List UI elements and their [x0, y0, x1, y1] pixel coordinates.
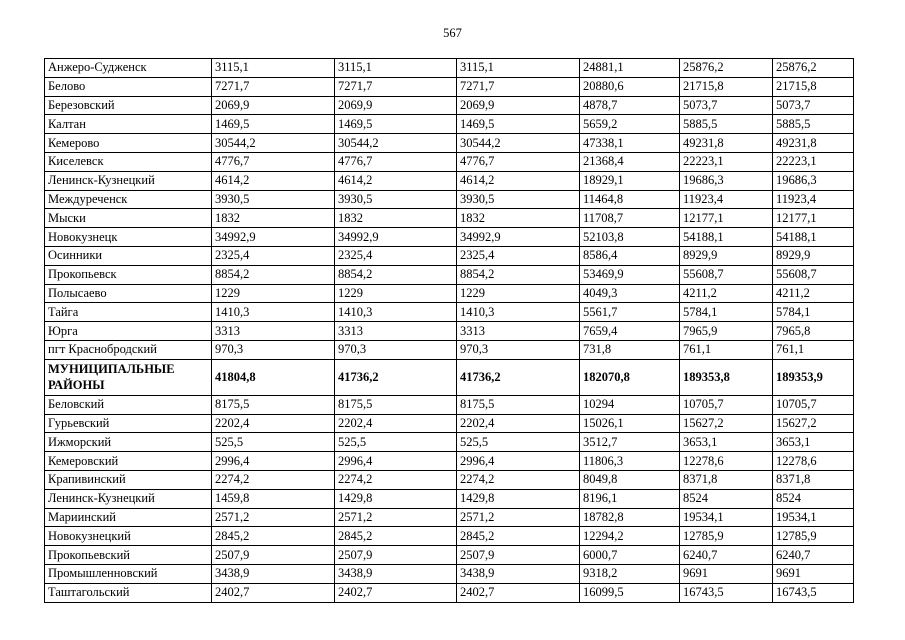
row-name-cell: Кемерово — [45, 134, 212, 153]
row-name-cell: Прокопьевск — [45, 265, 212, 284]
table-row — [45, 265, 854, 284]
value-cell: 34992,9 — [335, 228, 457, 247]
value-cell: 5784,1 — [680, 303, 773, 322]
value-cell: 21715,8 — [680, 77, 773, 96]
value-cell: 15627,2 — [773, 414, 854, 433]
value-cell: 5073,7 — [773, 96, 854, 115]
value-cell: 2274,2 — [457, 470, 580, 489]
row-name-cell: Мыски — [45, 209, 212, 228]
value-cell: 970,3 — [335, 340, 457, 359]
value-cell: 3930,5 — [212, 190, 335, 209]
value-cell: 1832 — [335, 209, 457, 228]
row-name-cell: Ленинск-Кузнецкий — [45, 171, 212, 190]
value-cell: 525,5 — [457, 433, 580, 452]
value-cell: 2571,2 — [457, 508, 580, 527]
value-cell: 4614,2 — [335, 171, 457, 190]
row-name-cell: Таштагольский — [45, 583, 212, 602]
table-row — [45, 359, 854, 395]
value-cell: 2996,4 — [335, 452, 457, 471]
value-cell: 2845,2 — [335, 527, 457, 546]
table-row — [45, 583, 854, 602]
value-cell: 7965,8 — [773, 322, 854, 341]
value-cell: 3115,1 — [212, 59, 335, 78]
value-cell: 8929,9 — [680, 246, 773, 265]
value-cell: 1832 — [457, 209, 580, 228]
value-cell: 16743,5 — [773, 583, 854, 602]
value-cell: 1459,8 — [212, 489, 335, 508]
value-cell: 1229 — [212, 284, 335, 303]
value-cell: 2202,4 — [335, 414, 457, 433]
value-cell: 2325,4 — [212, 246, 335, 265]
value-cell: 19686,3 — [773, 171, 854, 190]
value-cell: 10294 — [580, 395, 680, 414]
value-cell: 3313 — [335, 322, 457, 341]
value-cell: 25876,2 — [680, 59, 773, 78]
value-cell: 1429,8 — [335, 489, 457, 508]
row-name-cell: Гурьевский — [45, 414, 212, 433]
value-cell: 4614,2 — [457, 171, 580, 190]
row-name-cell: Промышленновский — [45, 564, 212, 583]
value-cell: 8196,1 — [580, 489, 680, 508]
value-cell: 2202,4 — [212, 414, 335, 433]
value-cell: 5784,1 — [773, 303, 854, 322]
value-cell: 1832 — [212, 209, 335, 228]
value-cell: 54188,1 — [680, 228, 773, 247]
table-row — [45, 395, 854, 414]
value-cell: 1410,3 — [212, 303, 335, 322]
value-cell: 525,5 — [335, 433, 457, 452]
value-cell: 3930,5 — [457, 190, 580, 209]
value-cell: 12177,1 — [773, 209, 854, 228]
value-cell: 53469,9 — [580, 265, 680, 284]
value-cell: 525,5 — [212, 433, 335, 452]
value-cell: 2069,9 — [212, 96, 335, 115]
value-cell: 3115,1 — [335, 59, 457, 78]
value-cell: 3438,9 — [335, 564, 457, 583]
value-cell: 2325,4 — [457, 246, 580, 265]
value-cell: 7271,7 — [457, 77, 580, 96]
row-name-cell: МУНИЦИПАЛЬНЫЕ РАЙОНЫ — [45, 359, 212, 395]
row-name-cell: Ленинск-Кузнецкий — [45, 489, 212, 508]
value-cell: 2402,7 — [335, 583, 457, 602]
value-cell: 24881,1 — [580, 59, 680, 78]
table-row — [45, 303, 854, 322]
value-cell: 2325,4 — [335, 246, 457, 265]
value-cell: 19686,3 — [680, 171, 773, 190]
value-cell: 22223,1 — [773, 152, 854, 171]
value-cell: 9691 — [773, 564, 854, 583]
page-number: 567 — [443, 26, 462, 40]
value-cell: 19534,1 — [773, 508, 854, 527]
value-cell: 3115,1 — [457, 59, 580, 78]
value-cell: 9691 — [680, 564, 773, 583]
table-row — [45, 546, 854, 565]
value-cell: 11806,3 — [580, 452, 680, 471]
value-cell: 10705,7 — [680, 395, 773, 414]
value-cell: 761,1 — [773, 340, 854, 359]
table-row — [45, 134, 854, 153]
value-cell: 2845,2 — [457, 527, 580, 546]
value-cell: 3313 — [212, 322, 335, 341]
value-cell: 5561,7 — [580, 303, 680, 322]
table-body — [45, 59, 854, 603]
value-cell: 20880,6 — [580, 77, 680, 96]
table-row — [45, 59, 854, 78]
value-cell: 6000,7 — [580, 546, 680, 565]
row-name-cell: Ижморский — [45, 433, 212, 452]
value-cell: 12278,6 — [680, 452, 773, 471]
row-name-cell: Тайга — [45, 303, 212, 322]
value-cell: 55608,7 — [680, 265, 773, 284]
value-cell: 8175,5 — [457, 395, 580, 414]
value-cell: 970,3 — [212, 340, 335, 359]
value-cell: 19534,1 — [680, 508, 773, 527]
data-table — [44, 58, 854, 603]
row-name-cell: Кемеровский — [45, 452, 212, 471]
row-name-cell: Прокопьевский — [45, 546, 212, 565]
value-cell: 7271,7 — [335, 77, 457, 96]
table-row — [45, 564, 854, 583]
value-cell: 1410,3 — [335, 303, 457, 322]
value-cell: 8854,2 — [457, 265, 580, 284]
value-cell: 52103,8 — [580, 228, 680, 247]
value-cell: 11708,7 — [580, 209, 680, 228]
value-cell: 189353,8 — [680, 359, 773, 395]
value-cell: 3438,9 — [457, 564, 580, 583]
value-cell: 4776,7 — [457, 152, 580, 171]
value-cell: 4878,7 — [580, 96, 680, 115]
value-cell: 182070,8 — [580, 359, 680, 395]
value-cell: 7271,7 — [212, 77, 335, 96]
table-row — [45, 152, 854, 171]
row-name-cell: Осинники — [45, 246, 212, 265]
value-cell: 8175,5 — [212, 395, 335, 414]
table-row — [45, 77, 854, 96]
value-cell: 3313 — [457, 322, 580, 341]
value-cell: 7965,9 — [680, 322, 773, 341]
value-cell: 3930,5 — [335, 190, 457, 209]
table-row — [45, 340, 854, 359]
table-row — [45, 209, 854, 228]
row-name-cell: Новокузнецкий — [45, 527, 212, 546]
value-cell: 970,3 — [457, 340, 580, 359]
value-cell: 1410,3 — [457, 303, 580, 322]
table-row — [45, 228, 854, 247]
value-cell: 22223,1 — [680, 152, 773, 171]
row-name-cell: Анжеро-Судженск — [45, 59, 212, 78]
value-cell: 4776,7 — [212, 152, 335, 171]
value-cell: 11464,8 — [580, 190, 680, 209]
table-row — [45, 246, 854, 265]
value-cell: 18782,8 — [580, 508, 680, 527]
value-cell: 10705,7 — [773, 395, 854, 414]
table-row — [45, 452, 854, 471]
value-cell: 4211,2 — [773, 284, 854, 303]
value-cell: 8371,8 — [773, 470, 854, 489]
value-cell: 2507,9 — [457, 546, 580, 565]
value-cell: 15627,2 — [680, 414, 773, 433]
value-cell: 8854,2 — [212, 265, 335, 284]
value-cell: 25876,2 — [773, 59, 854, 78]
value-cell: 12294,2 — [580, 527, 680, 546]
value-cell: 34992,9 — [212, 228, 335, 247]
value-cell: 12785,9 — [773, 527, 854, 546]
table-row — [45, 284, 854, 303]
value-cell: 12785,9 — [680, 527, 773, 546]
table-row — [45, 470, 854, 489]
value-cell: 8175,5 — [335, 395, 457, 414]
row-name-cell: Белово — [45, 77, 212, 96]
row-name-cell: Междуреченск — [45, 190, 212, 209]
value-cell: 1229 — [457, 284, 580, 303]
value-cell: 189353,9 — [773, 359, 854, 395]
table-row — [45, 527, 854, 546]
row-name-cell: Киселевск — [45, 152, 212, 171]
value-cell: 3653,1 — [680, 433, 773, 452]
value-cell: 21368,4 — [580, 152, 680, 171]
value-cell: 3512,7 — [580, 433, 680, 452]
value-cell: 5885,5 — [680, 115, 773, 134]
value-cell: 6240,7 — [773, 546, 854, 565]
value-cell: 41736,2 — [457, 359, 580, 395]
value-cell: 1469,5 — [212, 115, 335, 134]
value-cell: 3653,1 — [773, 433, 854, 452]
row-name-cell: Мариинский — [45, 508, 212, 527]
value-cell: 8524 — [680, 489, 773, 508]
value-cell: 2571,2 — [335, 508, 457, 527]
value-cell: 2274,2 — [212, 470, 335, 489]
value-cell: 49231,8 — [680, 134, 773, 153]
value-cell: 8371,8 — [680, 470, 773, 489]
value-cell: 5073,7 — [680, 96, 773, 115]
table-row — [45, 322, 854, 341]
value-cell: 3438,9 — [212, 564, 335, 583]
row-name-cell: Березовский — [45, 96, 212, 115]
value-cell: 731,8 — [580, 340, 680, 359]
value-cell: 47338,1 — [580, 134, 680, 153]
row-name-cell: Полысаево — [45, 284, 212, 303]
row-name-cell: Крапивинский — [45, 470, 212, 489]
table-row — [45, 489, 854, 508]
value-cell: 4049,3 — [580, 284, 680, 303]
value-cell: 54188,1 — [773, 228, 854, 247]
value-cell: 16743,5 — [680, 583, 773, 602]
value-cell: 30544,2 — [212, 134, 335, 153]
value-cell: 41736,2 — [335, 359, 457, 395]
value-cell: 4211,2 — [680, 284, 773, 303]
value-cell: 2402,7 — [212, 583, 335, 602]
value-cell: 2507,9 — [212, 546, 335, 565]
row-name-cell: Калтан — [45, 115, 212, 134]
value-cell: 11923,4 — [680, 190, 773, 209]
value-cell: 8049,8 — [580, 470, 680, 489]
table-row — [45, 115, 854, 134]
value-cell: 5885,5 — [773, 115, 854, 134]
row-name-cell: Юрга — [45, 322, 212, 341]
value-cell: 1469,5 — [335, 115, 457, 134]
value-cell: 2996,4 — [457, 452, 580, 471]
value-cell: 1429,8 — [457, 489, 580, 508]
value-cell: 1229 — [335, 284, 457, 303]
value-cell: 8586,4 — [580, 246, 680, 265]
table-row — [45, 171, 854, 190]
value-cell: 12177,1 — [680, 209, 773, 228]
value-cell: 41804,8 — [212, 359, 335, 395]
value-cell: 2996,4 — [212, 452, 335, 471]
value-cell: 30544,2 — [457, 134, 580, 153]
table-row — [45, 96, 854, 115]
value-cell: 2274,2 — [335, 470, 457, 489]
value-cell: 15026,1 — [580, 414, 680, 433]
value-cell: 21715,8 — [773, 77, 854, 96]
value-cell: 1469,5 — [457, 115, 580, 134]
value-cell: 4776,7 — [335, 152, 457, 171]
value-cell: 55608,7 — [773, 265, 854, 284]
value-cell: 30544,2 — [335, 134, 457, 153]
row-name-cell: Новокузнецк — [45, 228, 212, 247]
value-cell: 18929,1 — [580, 171, 680, 190]
row-name-cell: Беловский — [45, 395, 212, 414]
value-cell: 34992,9 — [457, 228, 580, 247]
value-cell: 2069,9 — [335, 96, 457, 115]
value-cell: 12278,6 — [773, 452, 854, 471]
row-name-cell: пгт Краснобродский — [45, 340, 212, 359]
value-cell: 2507,9 — [335, 546, 457, 565]
value-cell: 7659,4 — [580, 322, 680, 341]
table-row — [45, 508, 854, 527]
value-cell: 5659,2 — [580, 115, 680, 134]
value-cell: 2571,2 — [212, 508, 335, 527]
table-row — [45, 414, 854, 433]
table-row — [45, 433, 854, 452]
value-cell: 2402,7 — [457, 583, 580, 602]
value-cell: 2845,2 — [212, 527, 335, 546]
value-cell: 9318,2 — [580, 564, 680, 583]
value-cell: 8929,9 — [773, 246, 854, 265]
table-row — [45, 190, 854, 209]
value-cell: 8854,2 — [335, 265, 457, 284]
value-cell: 2202,4 — [457, 414, 580, 433]
value-cell: 16099,5 — [580, 583, 680, 602]
value-cell: 761,1 — [680, 340, 773, 359]
value-cell: 8524 — [773, 489, 854, 508]
value-cell: 2069,9 — [457, 96, 580, 115]
value-cell: 11923,4 — [773, 190, 854, 209]
value-cell: 6240,7 — [680, 546, 773, 565]
value-cell: 49231,8 — [773, 134, 854, 153]
value-cell: 4614,2 — [212, 171, 335, 190]
